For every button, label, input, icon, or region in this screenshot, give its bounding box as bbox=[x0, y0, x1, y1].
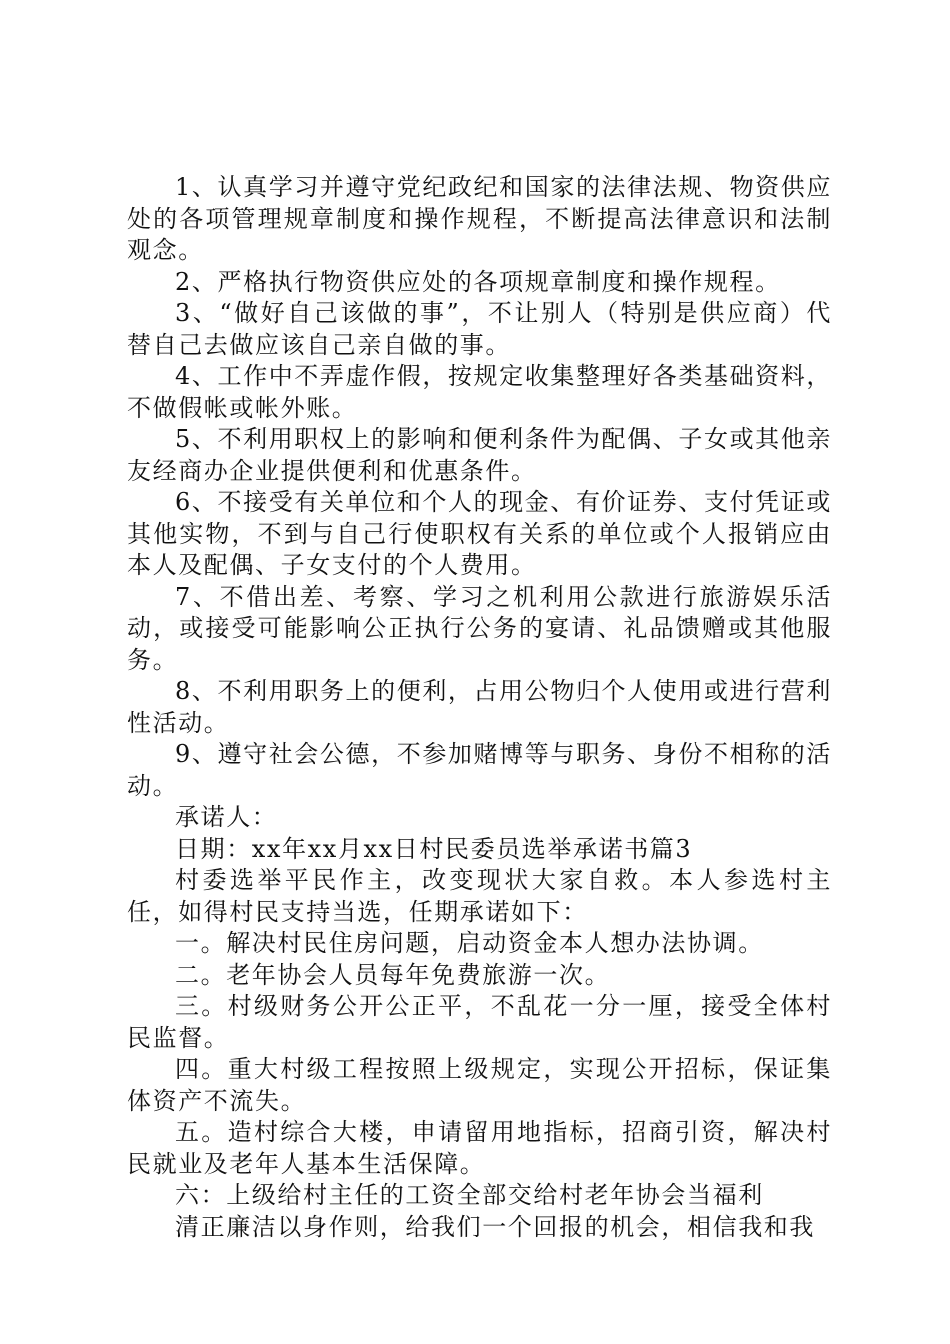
paragraph-item-6: 6、不接受有关单位和个人的现金、有价证券、支付凭证或其他实物，不到与自己行使职权有关系的单位或个人报销应由本人及配偶、子女支付的个人费用。 bbox=[127, 488, 832, 579]
election-intro: 村委选举平民作主，改变现状大家自救。本人参选村主任，如得村民支持当选，任期承诺如下： bbox=[127, 866, 832, 926]
paragraph-item-3: 3、“做好自己该做的事”，不让别人（特别是供应商）代替自己去做应该自己亲自做的事。 bbox=[127, 299, 832, 359]
promise-item-1: 一。解决村民住房问题，启动资金本人想办法协调。 bbox=[175, 929, 764, 957]
closing-paragraph: 清正廉洁以身作则，给我们一个回报的机会，相信我和我 bbox=[175, 1212, 815, 1241]
promise-item-2: 二。老年协会人员每年免费旅游一次。 bbox=[175, 960, 611, 989]
paragraph-item-2: 2、严格执行物资供应处的各项规章制度和操作规程。 bbox=[175, 267, 781, 296]
paragraph-item-4: 4、工作中不弄虚作假，按规定收集整理好各类基础资料，不做假帐或帐外账。 bbox=[127, 362, 832, 422]
document-body bbox=[127, 172, 832, 1243]
promise-item-6: 六：上级给村主任的工资全部交给村老年协会当福利 bbox=[175, 1181, 764, 1209]
paragraph-item-1: 1、认真学习并遵守党纪政纪和国家的法律法规、物资供应处的各项管理规章制度和操作规程，不断提高法律意识和法制观念。 bbox=[127, 173, 832, 264]
paragraph-item-5: 5、不利用职权上的影响和便利条件为配偶、子女或其他亲友经商办企业提供便利和优惠条件。 bbox=[127, 425, 832, 485]
paragraph-item-8: 8、不利用职务上的便利，占用公物归个人使用或进行营利性活动。 bbox=[127, 677, 832, 737]
promise-item-4: 四。重大村级工程按照上级规定，实现公开招标，保证集体资产不流失。 bbox=[127, 1055, 832, 1115]
paragraph-item-7: 7、不借出差、考察、学习之机利用公款进行旅游娱乐活动，或接受可能影响公正执行公务的宴请、礼品馈赠或其他服务。 bbox=[127, 582, 832, 674]
promise-item-3: 三。村级财务公开公正平，不乱花一分一厘，接受全体村民监督。 bbox=[127, 992, 832, 1052]
promise-item-5: 五。造村综合大楼，申请留用地指标，招商引资，解决村民就业及老年人基本生活保障。 bbox=[127, 1118, 832, 1178]
paragraph-item-9: 9、遵守社会公德，不参加赌博等与职务、身份不相称的活动。 bbox=[127, 740, 832, 800]
promisor-label: 承诺人： bbox=[175, 803, 278, 831]
date-line: 日期：xx年xx月xx日村民委员选举承诺书篇3 bbox=[175, 834, 693, 863]
